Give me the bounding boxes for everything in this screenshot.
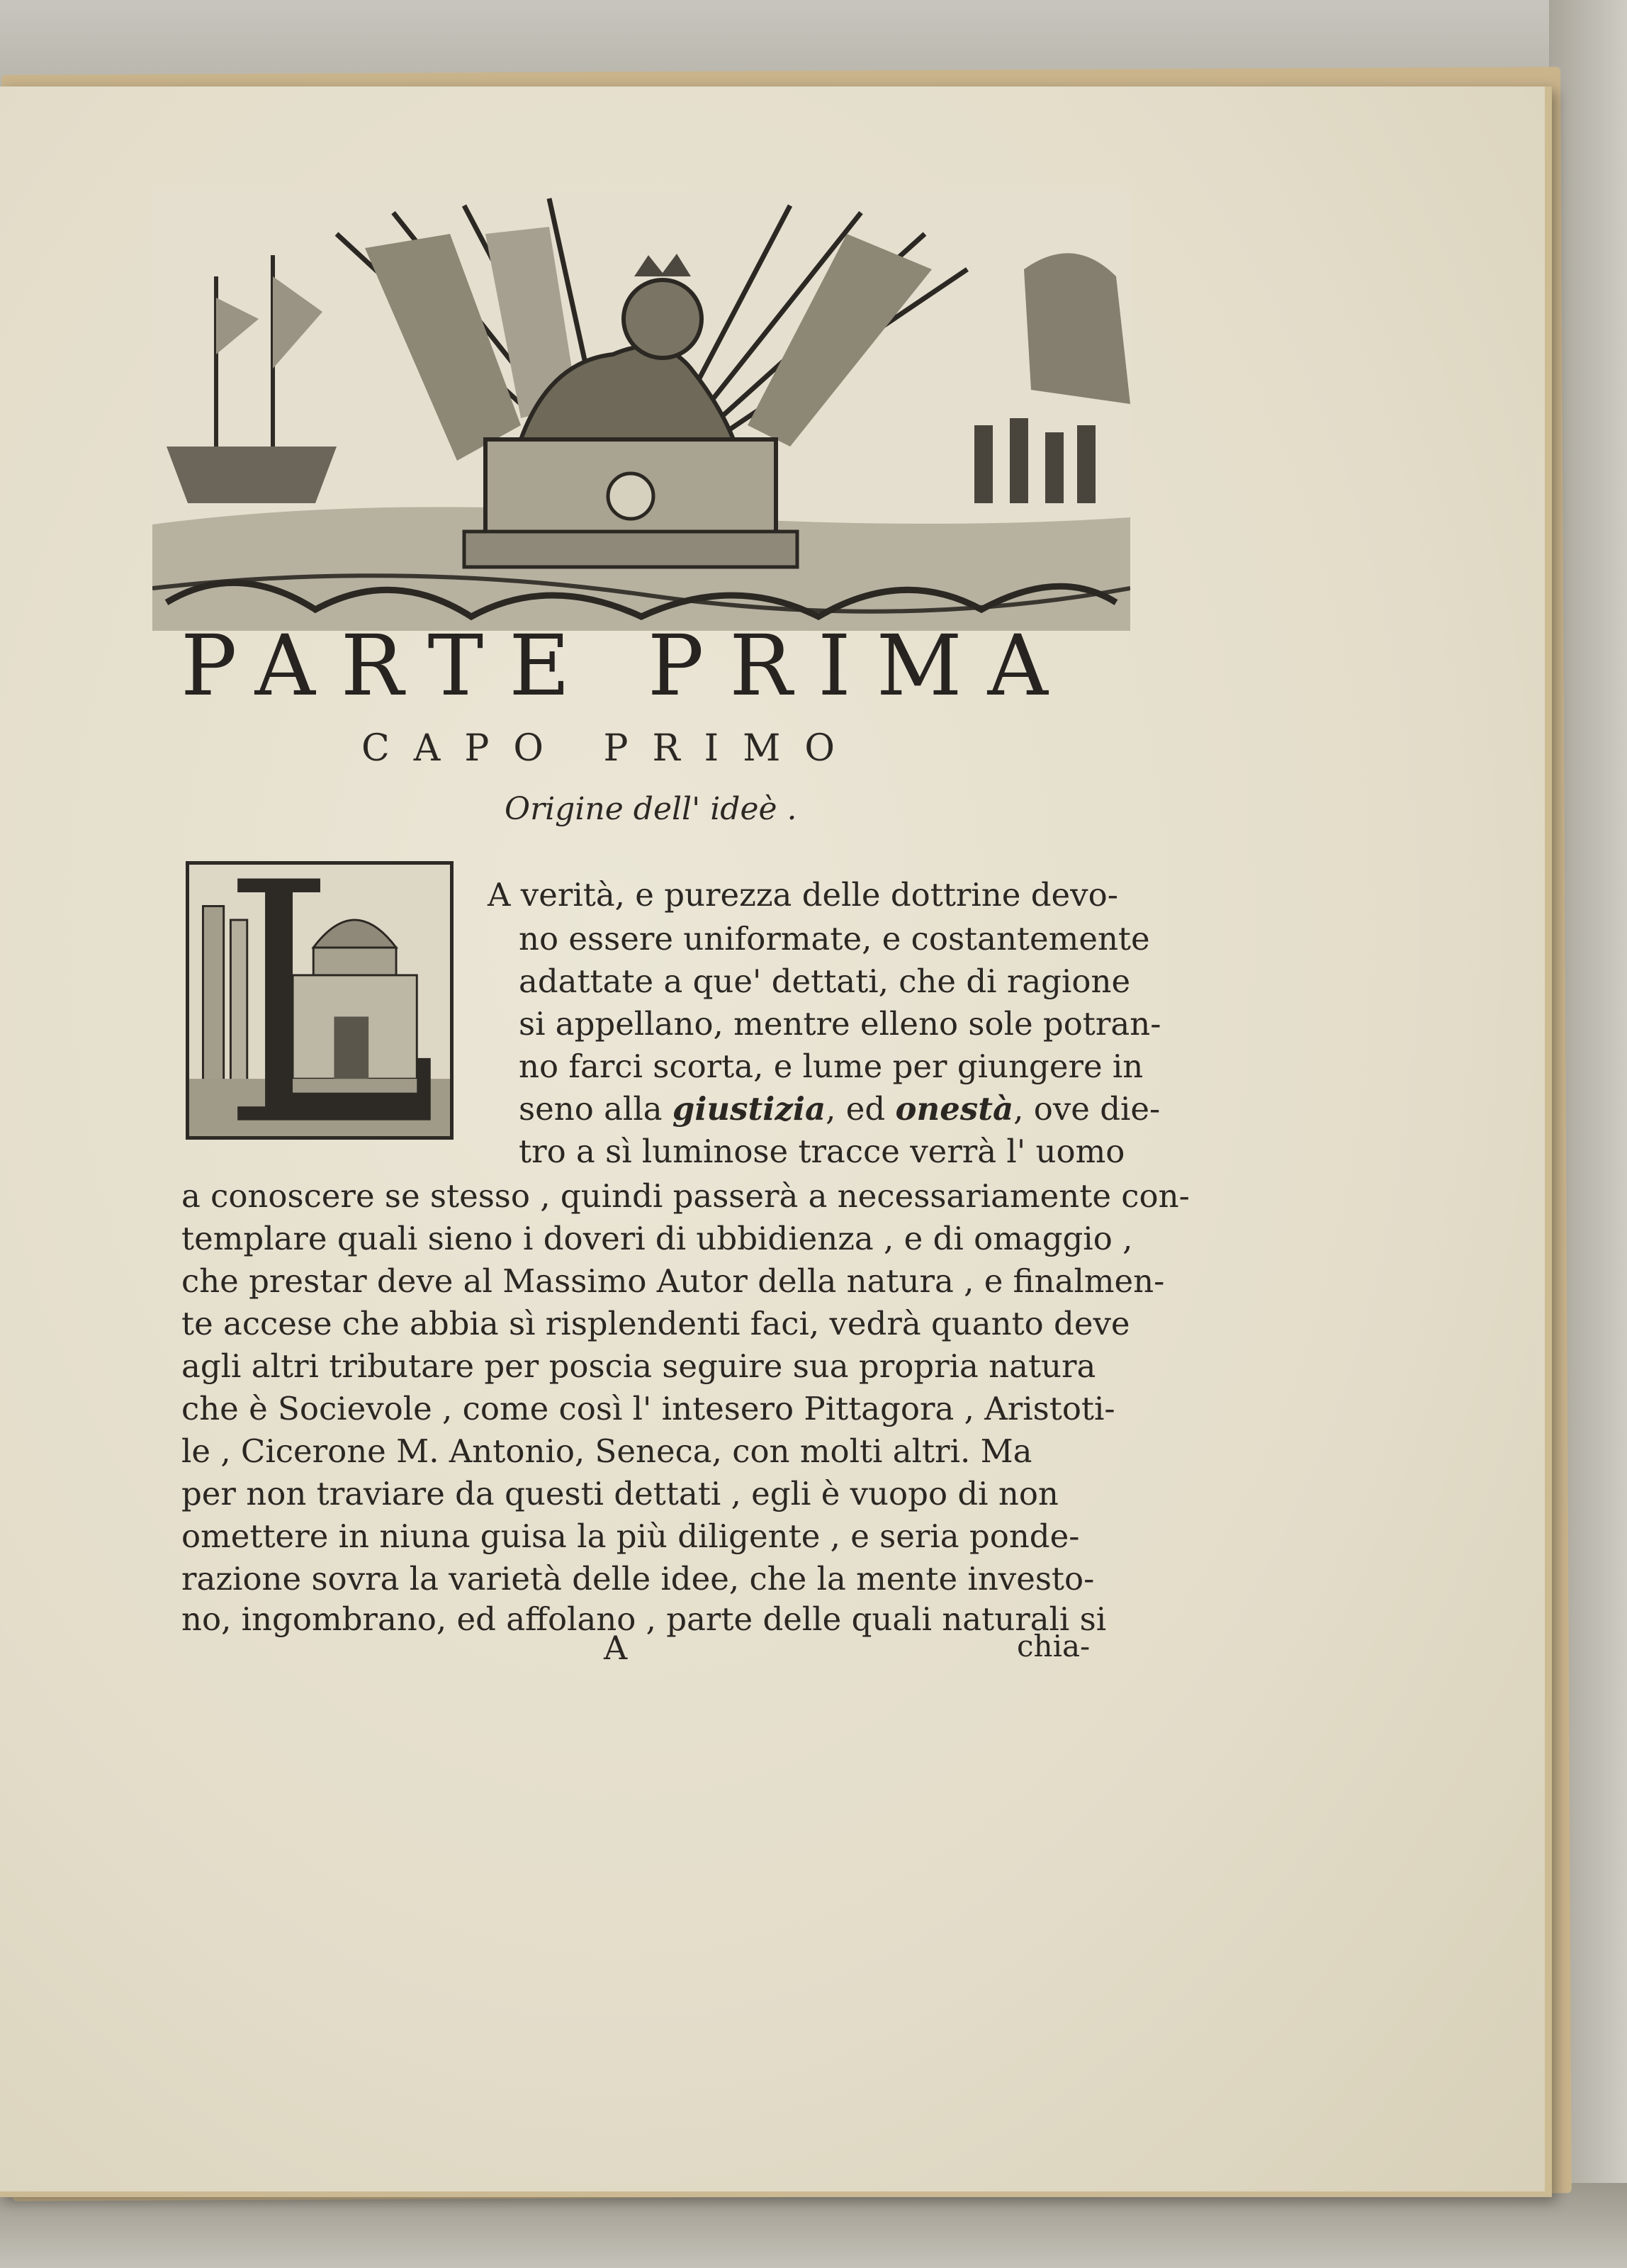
text-line: razione sovra la varietà delle idee, che la mente investo- bbox=[181, 1560, 1095, 1598]
italic-term: onestà bbox=[895, 1090, 1014, 1128]
text-line: per non traviare da questi dettati , egli è vuopo di non bbox=[181, 1475, 1059, 1512]
text-line: tro a sì luminose tracce verrà l' uomo bbox=[519, 1133, 1125, 1170]
page-heading: PARTE PRIMA bbox=[181, 617, 1074, 714]
text-span: seno alla bbox=[519, 1090, 672, 1128]
text-line: agli altri tributare per poscia seguire sua propria natura bbox=[181, 1347, 1096, 1385]
section-title: Origine dell' ideè . bbox=[505, 791, 797, 827]
text-line: le , Cicerone M. Antonio, Seneca, con molti altri. Ma bbox=[181, 1432, 1032, 1470]
chapter-heading: CAPO PRIMO bbox=[361, 727, 860, 770]
text-line: omettere in niuna guisa la più diligente , e seria ponde- bbox=[181, 1517, 1080, 1555]
text-line: no farci scorta, e lume per giungere in bbox=[519, 1048, 1144, 1085]
headpiece-illustration bbox=[152, 191, 1130, 631]
initial-illustration bbox=[189, 865, 450, 1136]
text-line: te accese che abbia sì risplendenti faci, vedrà quanto deve bbox=[181, 1305, 1130, 1342]
italic-term: giustizia bbox=[672, 1090, 826, 1128]
text-line: che è Socievole , come così l' intesero Pittagora , Aristoti- bbox=[181, 1390, 1115, 1427]
text-line: che prestar deve al Massimo Autor della natura , e finalmen- bbox=[181, 1262, 1165, 1300]
catchword: chia- bbox=[1017, 1629, 1091, 1663]
text-line: si appellano, mentre elleno sole potran- bbox=[519, 1005, 1161, 1043]
text-line: no, ingombrano, ed affolano , parte delle quali naturali si bbox=[181, 1600, 1107, 1638]
decorated-initial-letter bbox=[186, 861, 454, 1140]
text-line: a conoscere se stesso , quindi passerà a necessariamente con- bbox=[181, 1177, 1190, 1215]
text-line-with-italics bbox=[519, 1090, 1161, 1128]
engraved-headpiece bbox=[152, 191, 1130, 631]
text-line: no essere uniformate, e costantemente bbox=[519, 920, 1150, 958]
text-line: templare quali sieno i doveri di ubbidienza , e di omaggio , bbox=[181, 1220, 1133, 1257]
signature-mark: A bbox=[604, 1629, 628, 1667]
text-line: A verità, e purezza delle dottrine devo- bbox=[488, 876, 1118, 914]
text-span: , ove die- bbox=[1013, 1090, 1161, 1128]
text-line: adattate a que' dettati, che di ragione bbox=[519, 962, 1131, 1000]
text-span: , ed bbox=[826, 1090, 896, 1128]
